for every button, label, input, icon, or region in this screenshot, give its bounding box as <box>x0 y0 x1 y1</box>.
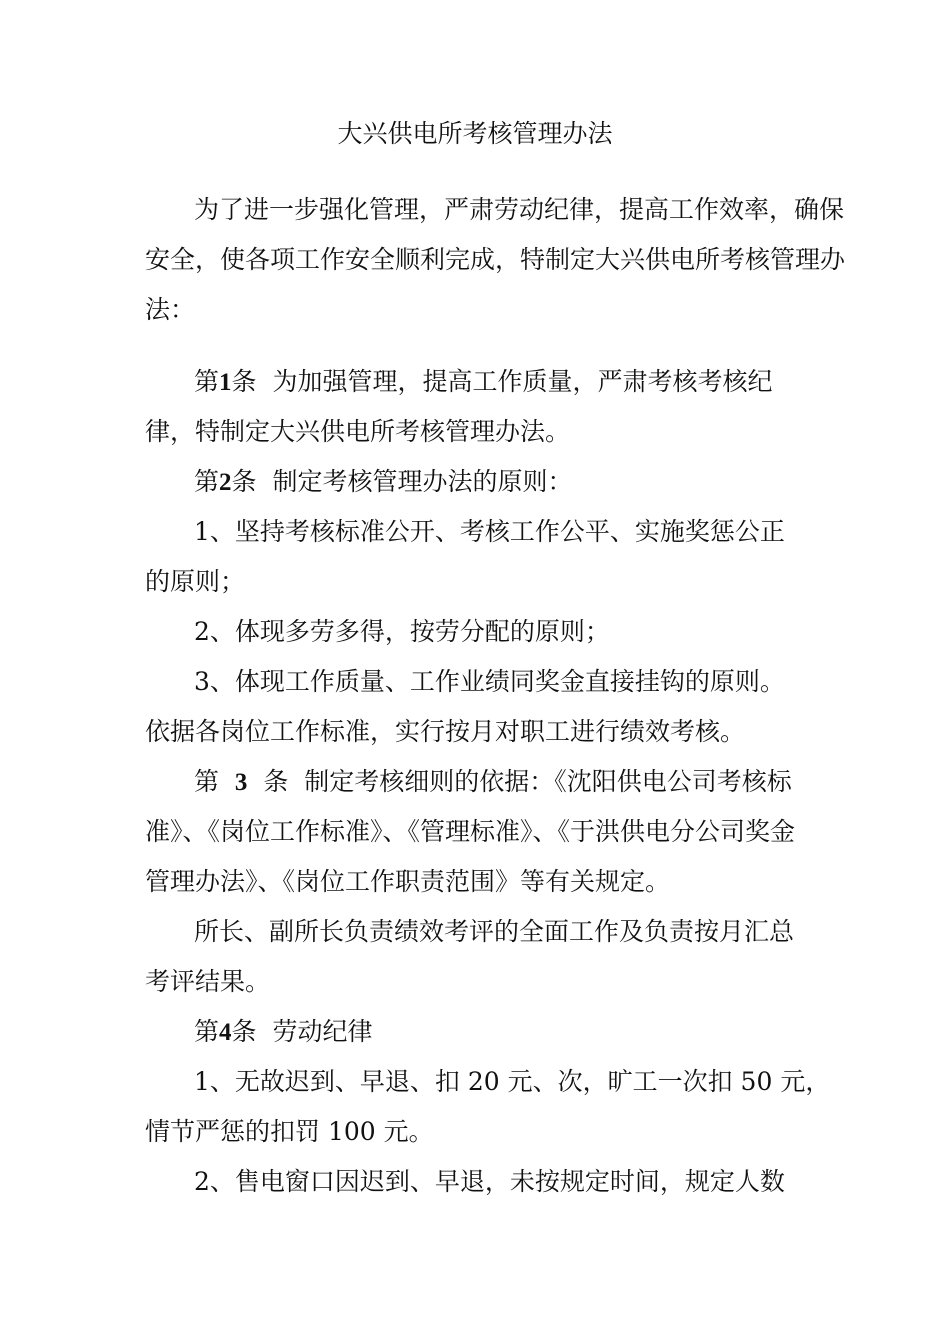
article-1-heading <box>194 364 772 401</box>
article-number: 2 <box>219 469 232 496</box>
article-number: 4 <box>219 1019 232 1046</box>
article-prefix: 第 <box>194 467 220 496</box>
article-2-item-1-line-1: 1、坚持考核标准公开、考核工作公平、实施奖惩公正 <box>194 517 785 546</box>
article-2-item-1-line-2: 的原则； <box>145 567 246 596</box>
article-1-text: 为加强管理，提高工作质量，严肃考核考核纪 <box>272 367 773 396</box>
article-1-line-2: 律，特制定大兴供电所考核管理办法。 <box>145 417 571 446</box>
article-4-text: 劳动纪律 <box>272 1017 373 1046</box>
article-suffix: 条 <box>263 767 289 796</box>
article-4-heading <box>194 1014 372 1051</box>
article-4-item-1-line-1: 1、无故迟到、早退、扣 20 元、次，旷工一次扣 50 元， <box>194 1067 831 1096</box>
article-number: 3 <box>234 769 248 796</box>
article-3-line-2: 准》、《岗位工作标准》、《管理标准》、《于洪供电分公司奖金 <box>145 817 796 846</box>
article-3-text: 制定考核细则的依据：《沈阳供电公司考核标 <box>304 767 792 796</box>
article-2-heading <box>194 464 572 501</box>
intro-line-3: 法： <box>145 295 196 324</box>
article-2-text: 制定考核管理办法的原则： <box>272 467 573 496</box>
article-2-item-3-line-1: 3、体现工作质量、工作业绩同奖金直接挂钩的原则。 <box>194 667 785 696</box>
article-3-heading <box>194 764 792 801</box>
article-2-item-3-line-2: 依据各岗位工作标准，实行按月对职工进行绩效考核。 <box>145 717 746 746</box>
article-prefix: 第 <box>194 1017 220 1046</box>
intro-line-1: 为了进一步强化管理，严肃劳动纪律，提高工作效率，确保 <box>194 195 845 224</box>
article-3-line-3: 管理办法》、《岗位工作职责范围》等有关规定。 <box>145 867 671 896</box>
article-suffix: 条 <box>231 367 257 396</box>
intro-line-2: 安全，使各项工作安全顺利完成，特制定大兴供电所考核管理办 <box>145 245 846 274</box>
article-prefix: 第 <box>194 367 220 396</box>
article-4-item-1-line-2: 情节严惩的扣罚 100 元。 <box>145 1117 434 1146</box>
article-3-para-line-2: 考评结果。 <box>145 967 271 996</box>
article-suffix: 条 <box>231 1017 257 1046</box>
document-title: 大兴供电所考核管理办法 <box>337 119 613 148</box>
article-3-para-line-1: 所长、副所长负责绩效考评的全面工作及负责按月汇总 <box>194 917 795 946</box>
article-number: 1 <box>219 369 232 396</box>
article-suffix: 条 <box>231 467 257 496</box>
article-prefix: 第 <box>194 767 220 796</box>
article-4-item-2-line-1: 2、售电窗口因迟到、早退，未按规定时间，规定人数 <box>194 1167 785 1196</box>
article-2-item-2: 2、体现多劳多得，按劳分配的原则； <box>194 617 610 646</box>
